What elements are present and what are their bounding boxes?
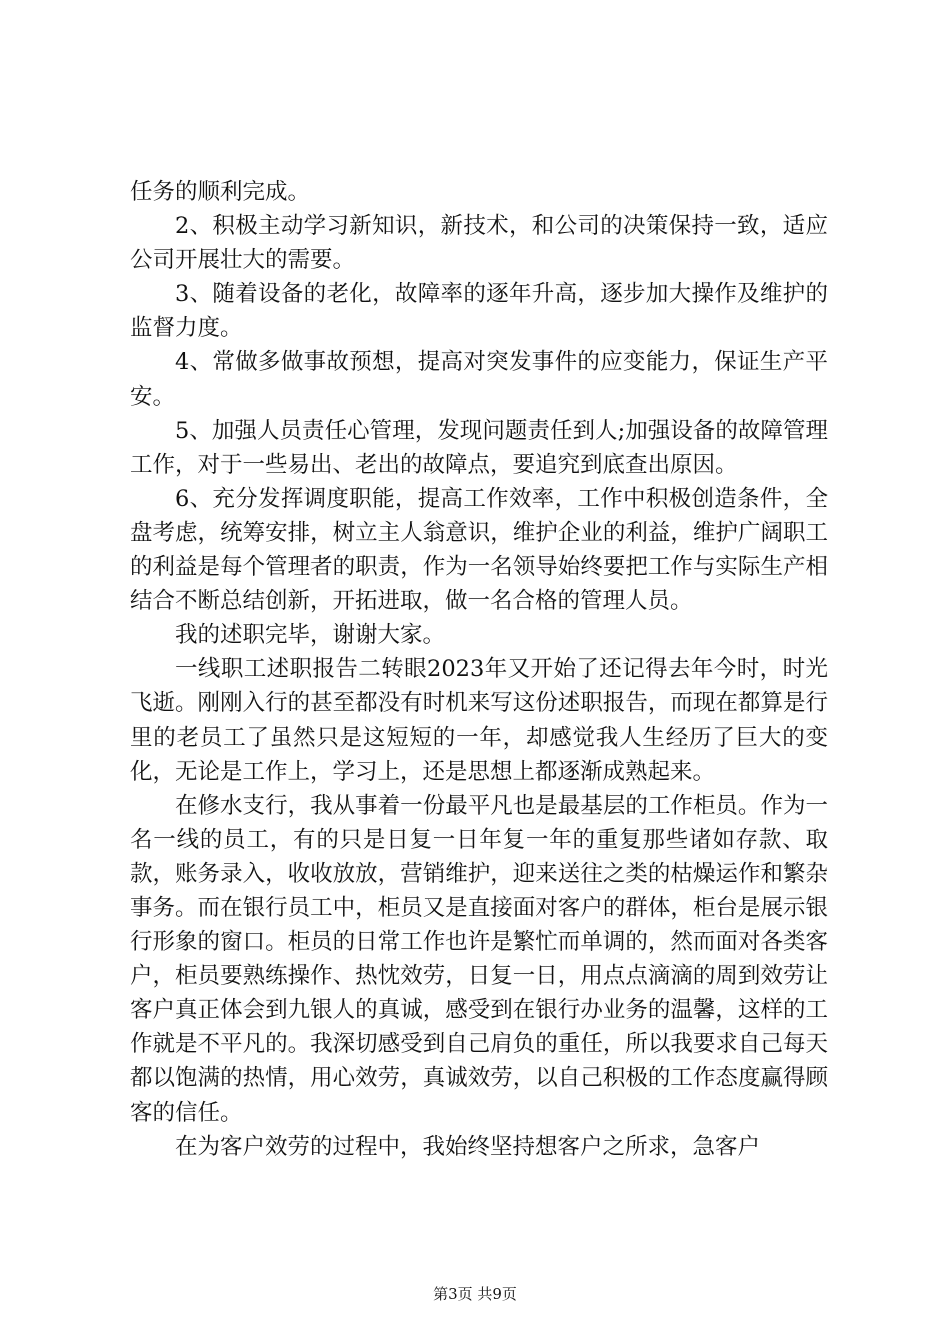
document-body — [130, 175, 828, 1164]
paragraph: 在为客户效劳的过程中，我始终坚持想客户之所求，急客户 — [175, 1133, 761, 1160]
paragraph: 任务的顺利完成。 — [130, 179, 311, 205]
paragraph: 我的述职完毕，谢谢大家。 — [175, 622, 446, 649]
paragraph: 在修水支行，我从事着一份最平凡也是最基层的工作柜员。作为一名一线的员工，有的只是日复一日年复一年的重复那些诸如存款、取款，账务录入，收收放放，营销维护，迎来送往之类的枯燥运作和繁杂事务。而在银行员工中，柜员又是直接面对客户的群体，柜台是展示银行形象的窗口。柜员的日常工作也许是繁忙而单调的，然而面对各类客户，柜员要熟练操作、热忱效劳，日复一日，用点点滴滴的周到效劳让客户真正体会到九银人的真诚，感受到在银行办业务的温馨，这样的工作就是不平凡的。我深切感受到自己肩负的重任，所以我要求自己每天都以饱满的热情，用心效劳，真诚效劳，以自己积极的工作态度赢得顾客的信任。 — [130, 792, 828, 1126]
paragraph: 4、常做多做事故预想，提高对突发事件的应变能力，保证生产平安。 — [130, 349, 828, 410]
paragraph: 一线职工述职报告二转眼2023年又开始了还记得去年今时，时光飞逝。刚刚入行的甚至都没有时机来写这份述职报告，而现在都算是行里的老员工了虽然只是这短短的一年，却感觉我人生经历了巨大的变化，无论是工作上，学习上，还是思想上都逐渐成熟起来。 — [130, 656, 828, 785]
paragraph: 5、加强人员责任心管理，发现问题责任到人;加强设备的故障管理工作，对于一些易出、老出的故障点，要追究到底查出原因。 — [130, 417, 828, 478]
page-number-footer: 第3页 共9页 — [433, 1285, 517, 1303]
paragraph: 6、充分发挥调度职能，提高工作效率，工作中积极创造条件，全盘考虑，统筹安排，树立主人翁意识，维护企业的利益，维护广阔职工的利益是每个管理者的职责，作为一名领导始终要把工作与实际生产相结合不断总结创新，开拓进取，做一名合格的管理人员。 — [130, 485, 828, 615]
paragraph: 2、积极主动学习新知识，新技术，和公司的决策保持一致，适应公司开展壮大的需要。 — [130, 213, 828, 274]
paragraph: 3、随着设备的老化，故障率的逐年升高，逐步加大操作及维护的监督力度。 — [130, 281, 828, 342]
